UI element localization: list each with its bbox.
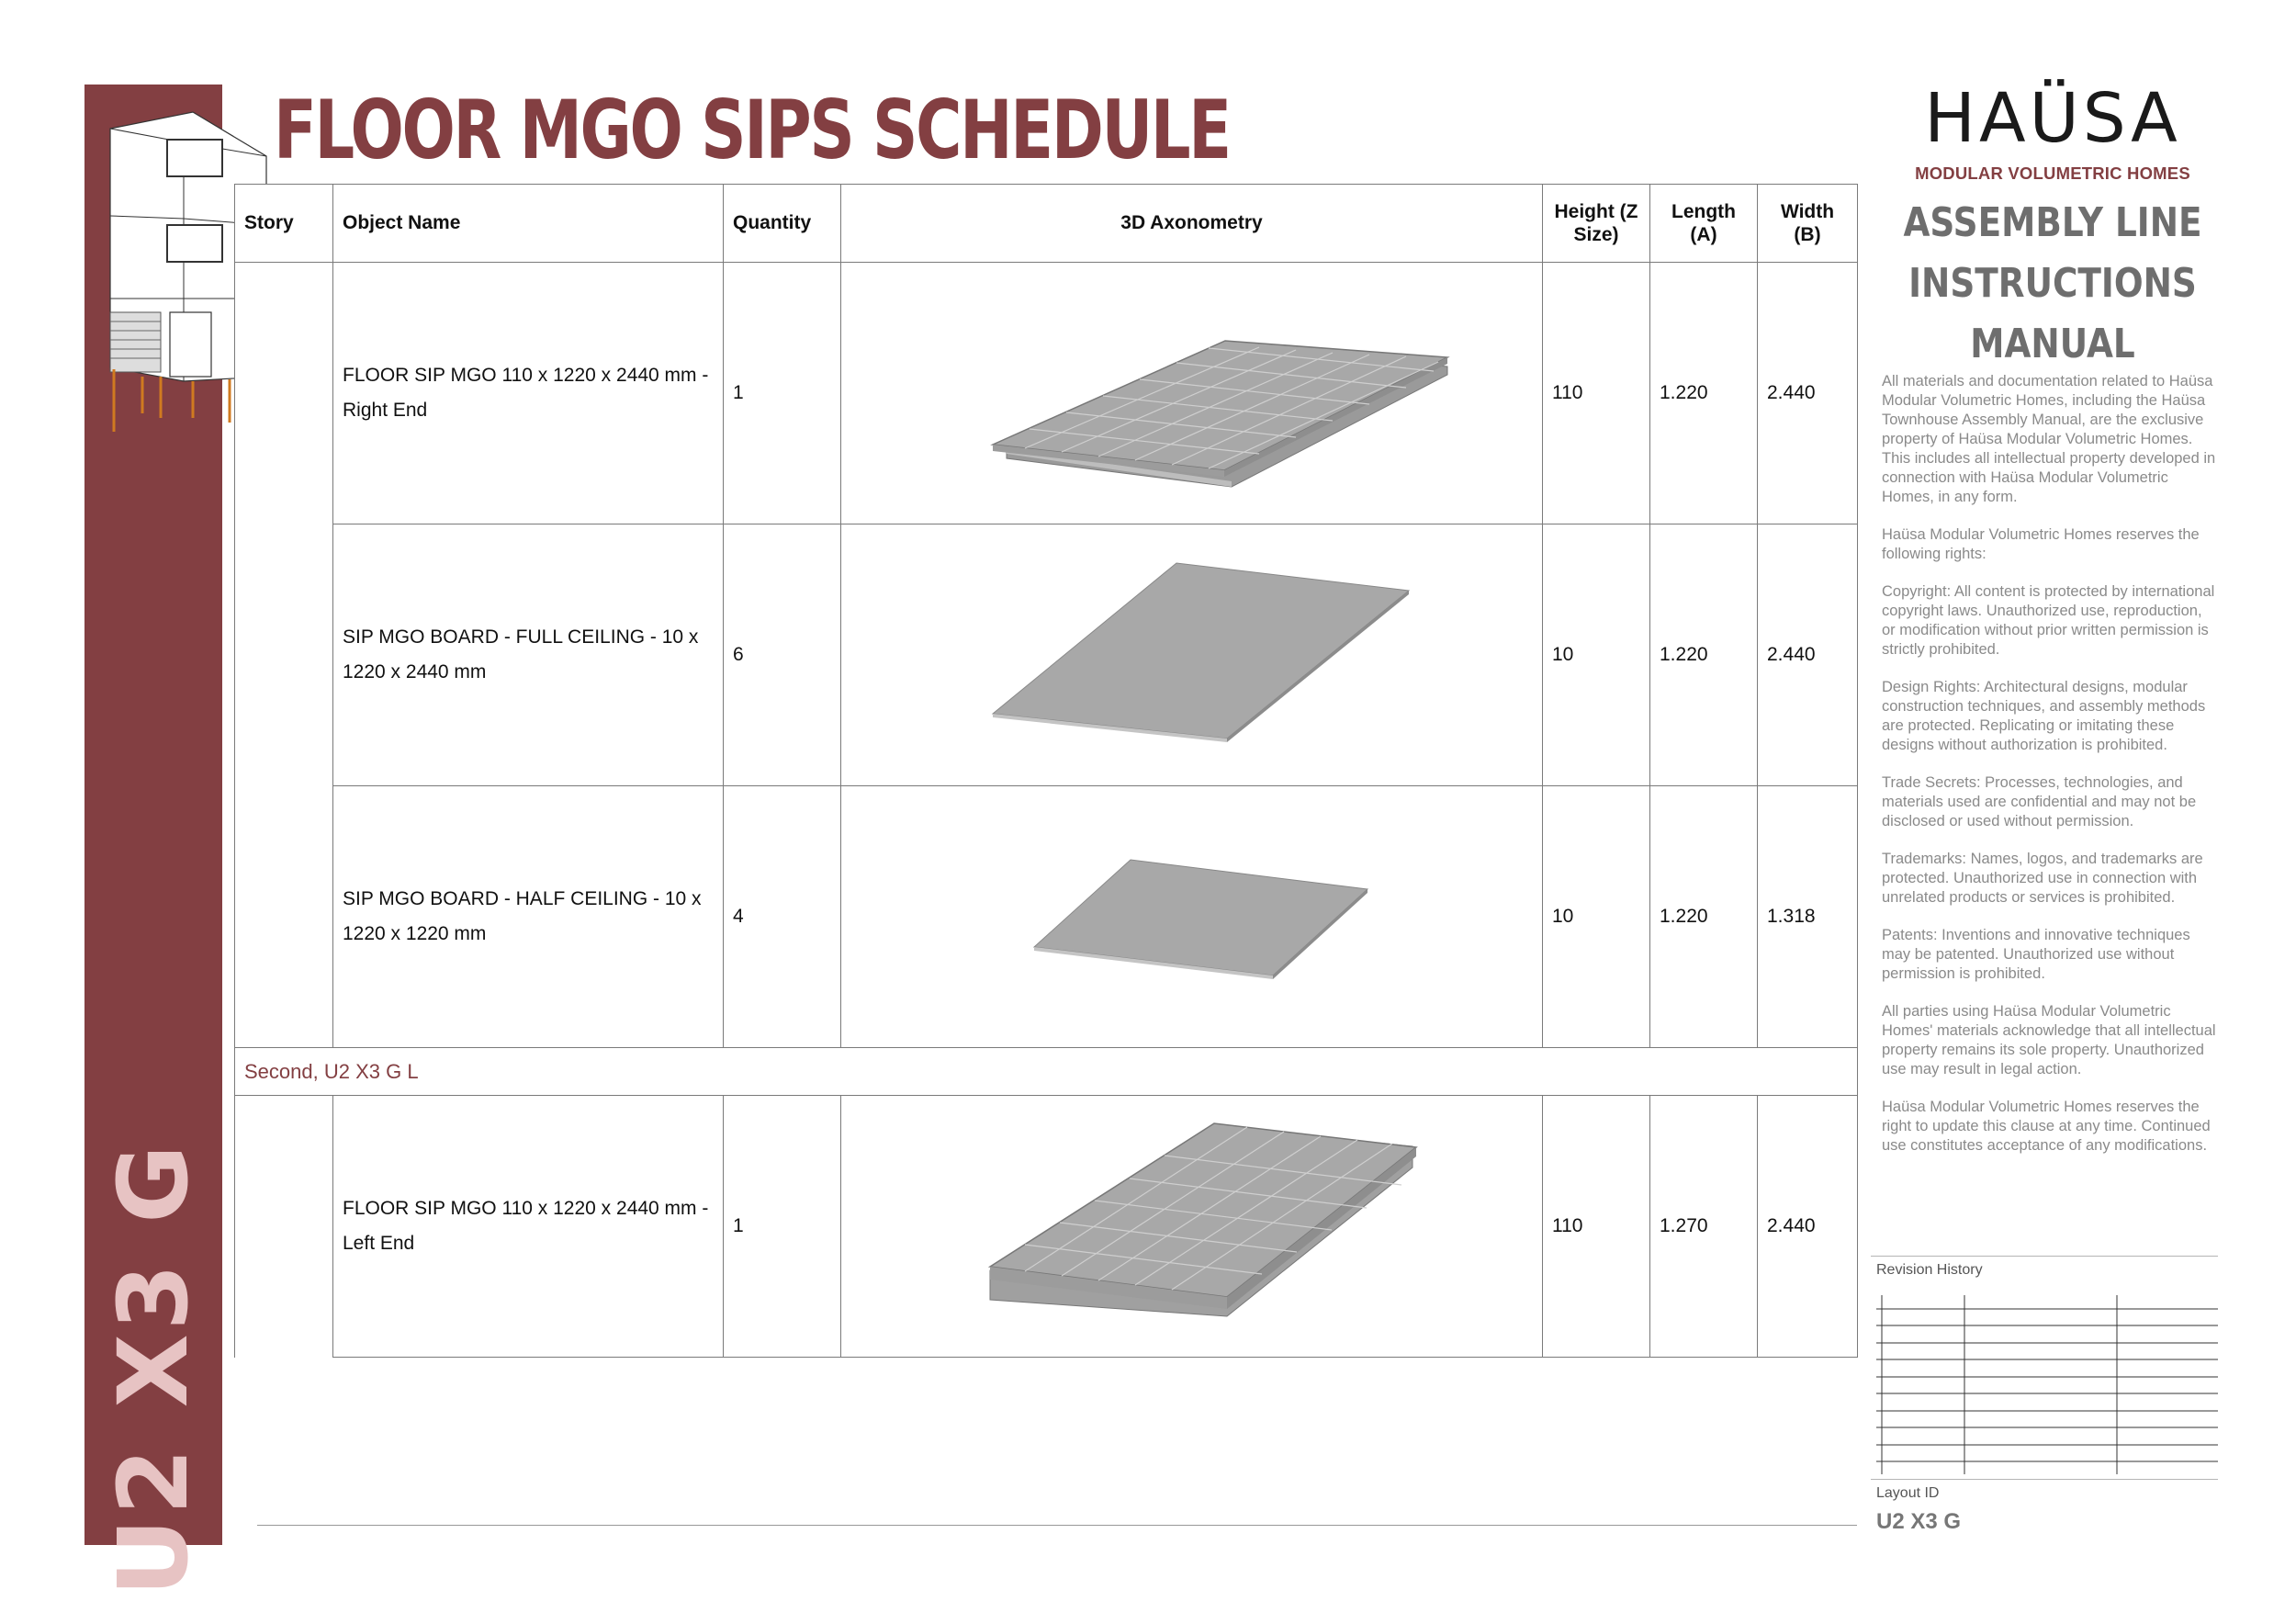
revision-history-grid bbox=[1876, 1295, 2218, 1479]
quantity-cell: 4 bbox=[724, 786, 841, 1048]
flat-board-icon bbox=[850, 524, 1552, 785]
schedule-table bbox=[234, 184, 1858, 1358]
revision-top-rule bbox=[1871, 1256, 2218, 1257]
brand-name: HAÜSA bbox=[1924, 79, 2181, 158]
length-cell: 1.220 bbox=[1650, 524, 1758, 786]
quantity-cell: 1 bbox=[724, 1096, 841, 1358]
legal-paragraph: Patents: Inventions and innovative techniques may be patented. Unauthorized use without permission is prohibited. bbox=[1882, 927, 2190, 982]
small-board-icon bbox=[850, 786, 1552, 1047]
quantity-cell: 1 bbox=[724, 263, 841, 524]
manual-title-line: ASSEMBLY LINE bbox=[1903, 199, 2202, 246]
header-height: Height (Z Size) bbox=[1543, 185, 1650, 263]
length-cell: 1.220 bbox=[1650, 786, 1758, 1048]
legal-paragraph: Design Rights: Architectural designs, modular construction techniques, and assembly methods are protected. Replicating or imitating these designs without authorization is prohibited. bbox=[1882, 679, 2206, 753]
side-layout-text: U2 X3 G bbox=[97, 1141, 209, 1596]
height-cell: 10 bbox=[1543, 524, 1650, 786]
legal-paragraph: Haüsa Modular Volumetric Homes reserves the right to update this clause at any time. Continued use constitutes acceptance of any modifications. bbox=[1882, 1099, 2211, 1154]
layout-id-value: U2 X3 G bbox=[1876, 1509, 1962, 1534]
story-cell bbox=[235, 524, 333, 786]
bottom-divider bbox=[257, 1525, 1857, 1526]
header-story: Story bbox=[235, 185, 333, 263]
width-cell: 2.440 bbox=[1758, 1096, 1858, 1358]
legal-paragraph: Trademarks: Names, logos, and trademarks are protected. Unauthorized use in connection with unrelated products or services is prohibited. bbox=[1882, 851, 2203, 906]
brand-subtitle: MODULAR VOLUMETRIC HOMES bbox=[1915, 164, 2190, 183]
axonometry-cell bbox=[841, 1096, 1543, 1358]
table-row bbox=[235, 1096, 1858, 1358]
legal-paragraph: Trade Secrets: Processes, technologies, and materials used are confidential and may not be disclosed or used without permission. bbox=[1882, 774, 2197, 829]
table-row bbox=[235, 786, 1858, 1048]
axonometry-cell bbox=[841, 524, 1543, 786]
object-name-cell: FLOOR SIP MGO 110 x 1220 x 2440 mm - Right End bbox=[333, 263, 724, 524]
legal-paragraph: Copyright: All content is protected by international copyright laws. Unauthorized use, reproduction, or modification without prior written permission is strictly prohibited. bbox=[1882, 583, 2215, 658]
page-title: FLOOR MGO SIPS SCHEDULE bbox=[274, 83, 1230, 177]
legal-paragraph: Haüsa Modular Volumetric Homes reserves the following rights: bbox=[1882, 526, 2200, 562]
header-quantity: Quantity bbox=[724, 185, 841, 263]
axonometry-cell bbox=[841, 263, 1543, 524]
header-length: Length (A) bbox=[1650, 185, 1758, 263]
width-cell: 1.318 bbox=[1758, 786, 1858, 1048]
length-cell: 1.270 bbox=[1650, 1096, 1758, 1358]
revision-history-label: Revision History bbox=[1876, 1262, 1983, 1278]
group-header-row bbox=[235, 1048, 1858, 1096]
header-object-name: Object Name bbox=[333, 185, 724, 263]
brand-logo bbox=[1906, 79, 2200, 184]
manual-title-line: MANUAL bbox=[1970, 321, 2135, 367]
hex-panel-icon bbox=[850, 263, 1552, 524]
side-layout-label bbox=[84, 1141, 222, 1596]
manual-title-line: INSTRUCTIONS bbox=[1908, 260, 2197, 307]
table-row bbox=[235, 263, 1858, 524]
height-cell: 10 bbox=[1543, 786, 1650, 1048]
height-cell: 110 bbox=[1543, 1096, 1650, 1358]
axonometry-cell bbox=[841, 786, 1543, 1048]
height-cell: 110 bbox=[1543, 263, 1650, 524]
layout-top-rule bbox=[1871, 1479, 2218, 1480]
story-cell bbox=[235, 263, 333, 524]
table-header-row bbox=[235, 185, 1858, 263]
group-label: Second, U2 X3 G L bbox=[235, 1048, 1858, 1096]
header-width: Width (B) bbox=[1758, 185, 1858, 263]
header-axonometry: 3D Axonometry bbox=[841, 185, 1543, 263]
manual-title bbox=[1900, 193, 2205, 375]
length-cell: 1.220 bbox=[1650, 263, 1758, 524]
hex-panel-icon bbox=[850, 1096, 1552, 1357]
legal-paragraph: All materials and documentation related to Haüsa Modular Volumetric Homes, including the Haüsa Townhouse Assembly Manual, are the exclusive property of Haüsa Modular Volumetric Homes. This includes all intellectual property developed in connection with Haüsa Modular Volumetric Homes, in any form. bbox=[1882, 373, 2216, 505]
quantity-cell: 6 bbox=[724, 524, 841, 786]
story-cell bbox=[235, 1096, 333, 1358]
story-cell bbox=[235, 786, 333, 1048]
object-name-cell: FLOOR SIP MGO 110 x 1220 x 2440 mm - Left End bbox=[333, 1096, 724, 1358]
width-cell: 2.440 bbox=[1758, 524, 1858, 786]
layout-id-label: Layout ID bbox=[1876, 1485, 1940, 1501]
object-name-cell: SIP MGO BOARD - FULL CEILING - 10 x 1220 x 2440 mm bbox=[333, 524, 724, 786]
legal-paragraph: All parties using Haüsa Modular Volumetric Homes' materials acknowledge that all intellectual property remains its sole property. Unauthorized use may result in legal action. bbox=[1882, 1003, 2216, 1077]
table-row bbox=[235, 524, 1858, 786]
width-cell: 2.440 bbox=[1758, 263, 1858, 524]
legal-notice bbox=[1882, 372, 2216, 1174]
object-name-cell: SIP MGO BOARD - HALF CEILING - 10 x 1220 x 1220 mm bbox=[333, 786, 724, 1048]
